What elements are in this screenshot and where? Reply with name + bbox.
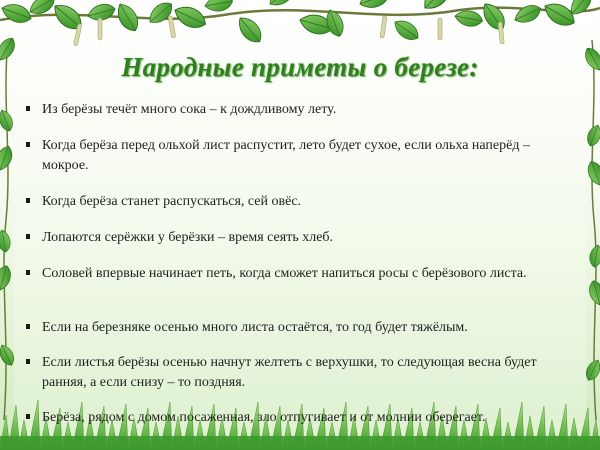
list-item: Когда берёза перед ольхой лист распустит, лето будет сухое, если ольха наперёд – мокрое. [26,136,566,176]
list-item: Если на березняке осенью много листа остаётся, то год будет тяжёлым. [26,318,566,338]
bullet-icon [26,142,30,147]
bullet-icon [26,198,30,203]
bullet-icon [26,106,30,111]
list-item: Если листья берёзы осенью начнут желтеть с верхушки, то следующая весна будет ранняя, а если снизу – то поздняя. [26,353,566,393]
bullet-icon [26,324,30,329]
list-item: Берёза, рядом с домом посаженная, зло отпугивает и от молнии оберегает. [26,408,566,428]
bullet-icon [26,270,30,275]
bullet-icon [26,234,30,239]
bullet-icon [26,414,30,419]
slide-title: Народные приметы о березе: [121,52,479,82]
bullet-icon [26,359,30,364]
list-item: Когда берёза станет распускаться, сей овёс. [26,192,566,212]
list-item: Лопаются серёжки у берёзки – время сеять хлеб. [26,228,566,248]
list-item: Из берёзы течёт много сока – к дождливому лету. [26,100,566,120]
list-item: Соловей впервые начинает петь, когда сможет напиться росы с берёзового листа. [26,264,566,284]
